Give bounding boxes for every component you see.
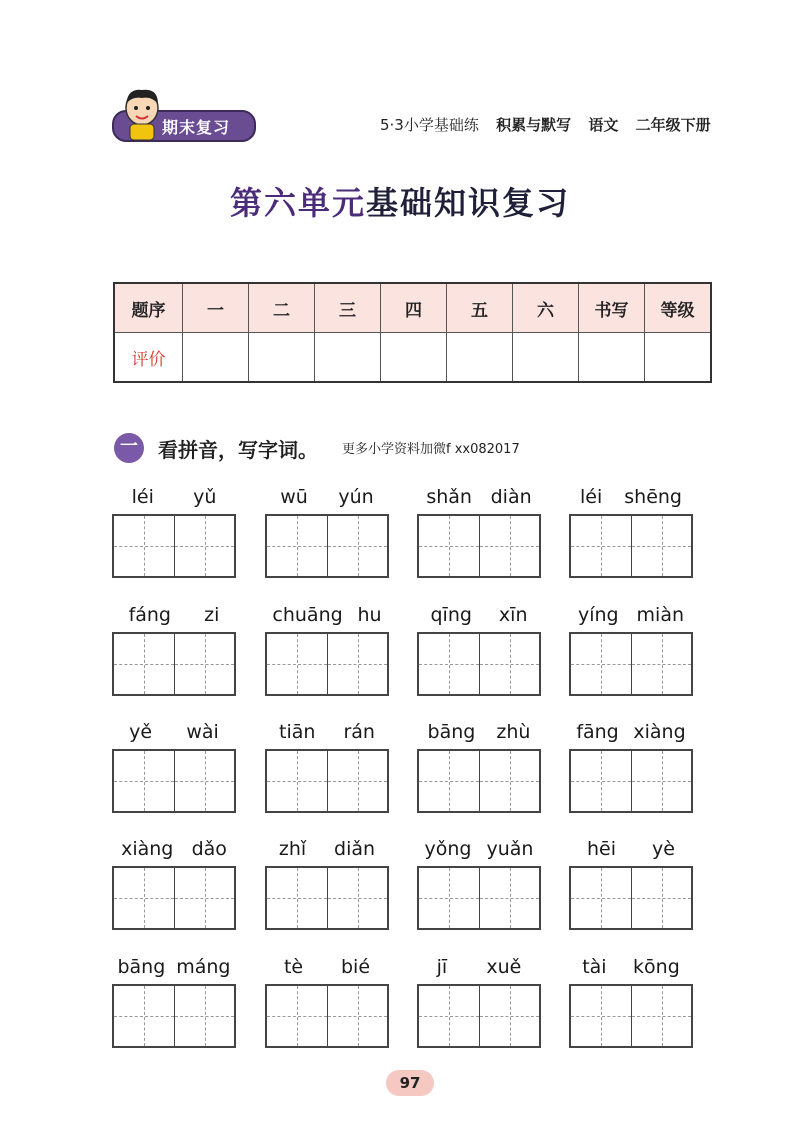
word-item — [569, 713, 693, 825]
col-header: 四 — [380, 283, 446, 333]
char-cell[interactable] — [571, 868, 631, 928]
eval-cell[interactable] — [314, 333, 380, 383]
writing-grid[interactable] — [112, 514, 236, 578]
pinyin — [569, 596, 693, 626]
word-item — [265, 596, 389, 708]
pinyin-syllable: tè — [283, 956, 304, 978]
word-item — [112, 830, 236, 942]
pinyin-syllable: tài — [582, 956, 607, 978]
pinyin-syllable: léi — [131, 486, 154, 508]
word-item — [417, 478, 541, 590]
pinyin-syllable: chuāng — [272, 604, 343, 626]
writing-grid[interactable] — [569, 749, 693, 813]
section-number: 一 — [114, 433, 144, 463]
pinyin-syllable: máng — [176, 956, 231, 978]
pinyin-syllable: bié — [341, 956, 371, 978]
writing-grid[interactable] — [417, 749, 541, 813]
pinyin — [265, 596, 389, 626]
grade-name: 二年级下册 — [635, 116, 711, 134]
char-cell[interactable] — [327, 634, 387, 694]
pinyin-syllable: bāng — [117, 956, 166, 978]
pinyin — [112, 478, 236, 508]
char-cell[interactable] — [267, 516, 327, 576]
writing-grid[interactable] — [265, 514, 389, 578]
char-cell[interactable] — [479, 986, 539, 1046]
section-title: 看拼音，写字词。 — [158, 438, 318, 462]
word-item — [417, 596, 541, 708]
page-number: 97 — [386, 1070, 434, 1096]
pinyin — [569, 713, 693, 743]
col-header: 六 — [512, 283, 578, 333]
pinyin — [569, 478, 693, 508]
eval-cell[interactable] — [380, 333, 446, 383]
pinyin — [569, 948, 693, 978]
pinyin-syllable: yě — [129, 721, 153, 743]
pinyin-syllable: jī — [436, 956, 448, 978]
char-cell[interactable] — [571, 751, 631, 811]
score-table — [113, 282, 712, 383]
eval-cell[interactable] — [578, 333, 644, 383]
char-cell[interactable] — [174, 634, 234, 694]
word-item — [112, 478, 236, 590]
pinyin-syllable: fáng — [128, 604, 171, 626]
student-mascot-icon — [118, 86, 166, 142]
pinyin-syllable: dǎo — [191, 838, 227, 860]
writing-grid[interactable] — [569, 984, 693, 1048]
pinyin — [265, 830, 389, 860]
pinyin-syllable: fāng — [576, 721, 619, 743]
score-eval-row — [114, 333, 711, 383]
word-item — [417, 948, 541, 1060]
pinyin-syllable: diǎn — [334, 838, 376, 860]
writing-grid[interactable] — [569, 866, 693, 930]
pinyin-syllable: léi — [580, 486, 603, 508]
eval-cell[interactable] — [446, 333, 512, 383]
pinyin-syllable: yíng — [577, 604, 619, 626]
writing-grid[interactable] — [417, 984, 541, 1048]
pinyin-syllable: shǎn — [426, 486, 472, 508]
word-item — [569, 478, 693, 590]
char-cell[interactable] — [174, 868, 234, 928]
writing-grid[interactable] — [265, 749, 389, 813]
eval-cell[interactable] — [512, 333, 578, 383]
row-label-order: 题序 — [114, 283, 182, 333]
char-cell[interactable] — [419, 868, 479, 928]
pinyin — [417, 830, 541, 860]
col-header: 三 — [314, 283, 380, 333]
char-cell[interactable] — [174, 986, 234, 1046]
char-cell[interactable] — [327, 751, 387, 811]
writing-grid[interactable] — [417, 866, 541, 930]
pinyin-syllable: yǔ — [193, 486, 217, 508]
pinyin-syllable: wài — [186, 721, 219, 743]
col-header: 五 — [446, 283, 512, 333]
pinyin — [417, 478, 541, 508]
pinyin-syllable: zhù — [496, 721, 531, 743]
writing-grid[interactable] — [112, 984, 236, 1048]
pinyin-syllable: xiàng — [633, 721, 686, 743]
char-cell[interactable] — [419, 986, 479, 1046]
writing-grid[interactable] — [569, 514, 693, 578]
word-item — [417, 713, 541, 825]
pinyin-syllable: hu — [357, 604, 382, 626]
word-item — [265, 830, 389, 942]
eval-cell[interactable] — [248, 333, 314, 383]
col-header: 一 — [182, 283, 248, 333]
writing-grid[interactable] — [569, 632, 693, 696]
char-cell[interactable] — [631, 986, 691, 1046]
char-cell[interactable] — [419, 516, 479, 576]
word-item — [569, 830, 693, 942]
pinyin-syllable: shēng — [624, 486, 682, 508]
word-item — [265, 713, 389, 825]
pinyin-syllable: wū — [280, 486, 308, 508]
pinyin — [265, 948, 389, 978]
series-name: 5·3小学基础练 — [380, 116, 479, 134]
char-cell[interactable] — [267, 868, 327, 928]
writing-grid[interactable] — [112, 866, 236, 930]
pinyin-syllable: rán — [343, 721, 375, 743]
char-cell[interactable] — [114, 634, 174, 694]
word-item — [569, 948, 693, 1060]
col-header: 书写 — [578, 283, 644, 333]
page-title — [0, 178, 800, 224]
char-cell[interactable] — [174, 751, 234, 811]
char-cell[interactable] — [571, 986, 631, 1046]
char-cell[interactable] — [327, 516, 387, 576]
pinyin-syllable: qīng — [430, 604, 472, 626]
pinyin-syllable: diàn — [490, 486, 532, 508]
pinyin — [112, 830, 236, 860]
char-cell[interactable] — [174, 516, 234, 576]
score-header-row — [114, 283, 711, 333]
writing-grid[interactable] — [265, 632, 389, 696]
pinyin — [265, 713, 389, 743]
char-cell[interactable] — [114, 516, 174, 576]
eval-cell[interactable] — [644, 333, 711, 383]
pinyin — [112, 948, 236, 978]
book-info — [380, 114, 723, 135]
title-main: 基础知识复习 — [366, 184, 571, 222]
char-cell[interactable] — [631, 868, 691, 928]
char-cell[interactable] — [419, 751, 479, 811]
char-cell[interactable] — [631, 634, 691, 694]
char-cell[interactable] — [631, 751, 691, 811]
word-item — [417, 830, 541, 942]
pinyin-syllable: yuǎn — [486, 838, 534, 860]
char-cell[interactable] — [479, 868, 539, 928]
char-cell[interactable] — [479, 516, 539, 576]
pinyin-syllable: xuě — [486, 956, 522, 978]
char-cell[interactable] — [571, 634, 631, 694]
pinyin-syllable: xīn — [498, 604, 528, 626]
badge-label: 期末复习 — [162, 118, 231, 137]
eval-cell[interactable] — [182, 333, 248, 383]
char-cell[interactable] — [114, 868, 174, 928]
pinyin-syllable: hēi — [587, 838, 617, 860]
col-header: 二 — [248, 283, 314, 333]
pinyin-syllable: zhǐ — [278, 838, 307, 860]
word-item — [265, 948, 389, 1060]
writing-grid[interactable] — [417, 514, 541, 578]
pinyin-syllable: bāng — [427, 721, 476, 743]
pinyin — [417, 596, 541, 626]
char-cell[interactable] — [114, 986, 174, 1046]
section-note: 更多小学资料加微f xx082017 — [342, 442, 520, 457]
pinyin-syllable: tiān — [279, 721, 316, 743]
char-cell[interactable] — [631, 516, 691, 576]
word-item — [112, 596, 236, 708]
char-cell[interactable] — [479, 634, 539, 694]
char-cell[interactable] — [571, 516, 631, 576]
word-item — [569, 596, 693, 708]
col-header: 等级 — [644, 283, 711, 333]
writing-grid[interactable] — [112, 632, 236, 696]
char-cell[interactable] — [267, 634, 327, 694]
writing-grid[interactable] — [112, 749, 236, 813]
word-item — [112, 948, 236, 1060]
subject-name: 语文 — [588, 116, 619, 134]
pinyin-syllable: yún — [338, 486, 374, 508]
char-cell[interactable] — [479, 751, 539, 811]
char-cell[interactable] — [267, 986, 327, 1046]
pinyin — [417, 948, 541, 978]
pinyin-syllable: yǒng — [424, 838, 472, 860]
char-cell[interactable] — [419, 634, 479, 694]
word-item — [112, 713, 236, 825]
writing-grid[interactable] — [417, 632, 541, 696]
word-item — [265, 478, 389, 590]
char-cell[interactable] — [327, 868, 387, 928]
pinyin — [112, 596, 236, 626]
pinyin-syllable: xiàng — [121, 838, 174, 860]
pinyin — [265, 478, 389, 508]
char-cell[interactable] — [114, 751, 174, 811]
pinyin — [569, 830, 693, 860]
pinyin-syllable: zi — [204, 604, 220, 626]
writing-grid[interactable] — [265, 866, 389, 930]
writing-grid[interactable] — [265, 984, 389, 1048]
title-unit: 第六单元 — [229, 184, 366, 222]
pinyin — [417, 713, 541, 743]
char-cell[interactable] — [267, 751, 327, 811]
pinyin-syllable: kōng — [633, 956, 680, 978]
pinyin-syllable: miàn — [636, 604, 685, 626]
row-label-eval: 评价 — [114, 333, 182, 383]
pinyin — [112, 713, 236, 743]
book-name: 积累与默写 — [496, 116, 572, 134]
char-cell[interactable] — [327, 986, 387, 1046]
pinyin-syllable: yè — [652, 838, 675, 860]
